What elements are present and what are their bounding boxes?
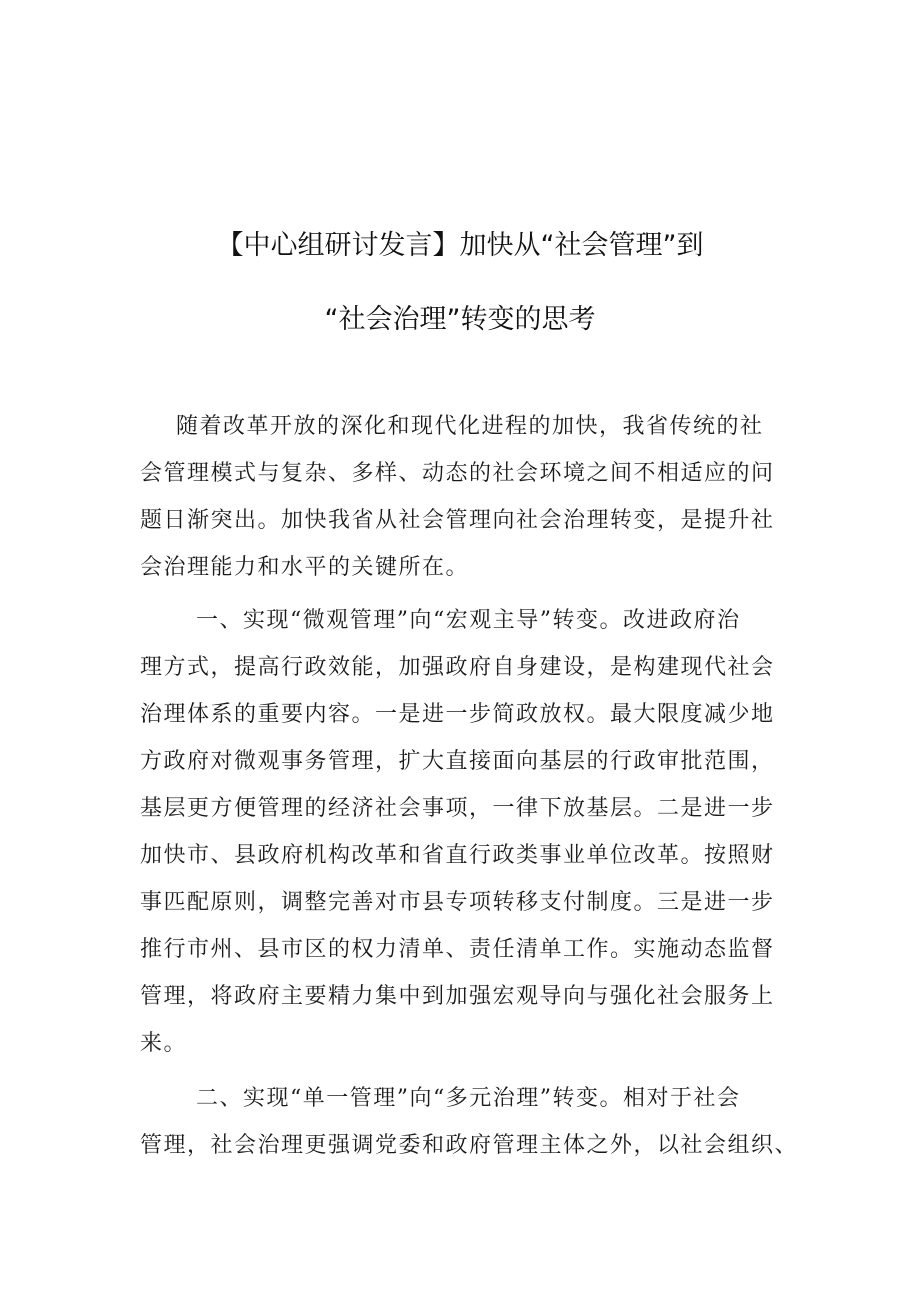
document-title-line-1: 【中心组研讨发言】加快从“社会管理”到 xyxy=(216,230,704,261)
paragraph-line: 二、实现“单一管理”向“多元治理”转变。相对于社会 xyxy=(196,1086,741,1111)
paragraph-line: 方政府对微观事务管理，扩大直接面向基层的行政审批范围， xyxy=(140,749,775,774)
paragraph-line: 一、实现“微观管理”向“宏观主导”转变。改进政府治 xyxy=(196,608,741,633)
paragraph-line: 来。 xyxy=(140,1031,188,1056)
paragraph-line: 管理，社会治理更强调党委和政府管理主体之外，以社会组织、 xyxy=(140,1133,799,1158)
document-title-line-2: “社会治理”转变的思考 xyxy=(324,304,596,335)
paragraph-line: 推行市州、县市区的权力清单、责任清单工作。实施动态监督 xyxy=(140,937,775,962)
paragraph-line: 会治理能力和水平的关键所在。 xyxy=(140,555,470,580)
paragraph-line: 理方式，提高行政效能，加强政府自身建设，是构建现代社会 xyxy=(140,655,775,680)
paragraph-line: 加快市、县政府机构改革和省直行政类事业单位改革。按照财 xyxy=(140,843,775,868)
paragraph-line: 会管理模式与复杂、多样、动态的社会环境之间不相适应的问 xyxy=(140,461,775,486)
paragraph-line: 事匹配原则，调整完善对市县专项转移支付制度。三是进一步 xyxy=(140,890,775,915)
paragraph-line: 随着改革开放的深化和现代化进程的加快，我省传统的社 xyxy=(176,414,764,439)
paragraph-line: 题日渐突出。加快我省从社会管理向社会治理转变，是提升社 xyxy=(140,508,775,533)
paragraph-line: 治理体系的重要内容。一是进一步简政放权。最大限度减少地 xyxy=(140,702,775,727)
paragraph-line: 管理，将政府主要精力集中到加强宏观导向与强化社会服务上 xyxy=(140,984,775,1009)
paragraph-line: 基层更方便管理的经济社会事项，一律下放基层。二是进一步 xyxy=(140,796,775,821)
